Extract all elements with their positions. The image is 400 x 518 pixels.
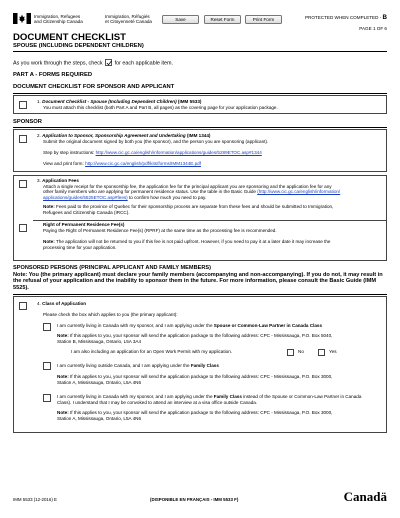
item-1-checkbox[interactable] [19,101,27,109]
option-text: instead of the Spouse or Common-Law Partner in Canada [241,394,362,399]
option-family-class-inside-checkbox[interactable] [43,394,51,402]
intro-after: for each applicable item. [114,60,174,67]
item-3-note-2: Refugees and Citizenship Canada (IRCC). [43,209,130,215]
reset-form-button[interactable]: Reset Form [204,15,241,24]
owp-no-label: No [298,349,304,354]
item-number: 1. [37,99,41,104]
owp-yes-label: Yes [329,349,337,354]
item-1-text: You must attach this checklist (both Part A and Part B, all pages) as the covering page for your application package. [43,105,278,110]
item-4-box [13,296,387,433]
item-2-form [43,161,201,167]
note-text: If this applies to you, your sponsor will send the application package to the following address: CPC - Mississauga, P.O. Box 3000, [70,410,333,415]
page-number: PAGE 1 OF 6 [359,26,387,31]
item-2-box [13,129,387,172]
note-text: If this applies to you, your sponsor will send the application package to the following address: CPC - Mississauga, P.O. Box 3000, [70,374,333,379]
item-4-instruction: Please check the box which applies to you (the primary applicant): [43,312,178,317]
department-line: et Citoyenneté Canada [105,19,152,25]
item-title: Application Fees [42,178,79,183]
form-code: IMM 5533 (12-2016) E [13,497,57,502]
item-code: (IMM 5533) [177,99,202,104]
note-label: Note: [43,204,55,209]
department-line: Immigration, Refugees [34,14,81,19]
item-number: 2. [37,133,41,138]
option-text: I am currently living in Canada with my sponsor, and I am applying under the [57,323,214,328]
divider [13,51,387,52]
item-3-box [13,175,387,261]
fees-link-cont[interactable]: applications/guides/5525ETOC.asp#fees) [43,194,128,200]
owp-yes-checkbox[interactable] [318,349,325,356]
item-title: Document Checklist - Spouse (Including Dependent Children) [42,99,177,104]
option-3-note-2: Station A, Mississauga, Ontario, L5A 4N6 [57,415,142,421]
doc-checklist-heading: DOCUMENT CHECKLIST FOR SPONSOR AND APPLICANT [13,84,175,90]
form-link[interactable]: http://www.cic.gc.ca/english/pdf/kits/forms/IMM1344E.pdf [85,161,201,166]
department-name-fr [105,14,152,25]
option-class: Spouse or Common-Law Partner in Canada Class [213,323,323,328]
option-class: Family Class [190,363,219,368]
option-in-canada-class-checkbox[interactable] [43,323,51,331]
option-class: Family Class [213,394,242,399]
item-number: 4. [37,301,41,306]
steps-link[interactable]: http://www.cic.gc.ca/english/information/applications/guides/5289ETOC.asp#1344 [95,150,262,155]
option-1-label [57,323,322,329]
option-1-note-2: Station B, Mississauga, Ontario, L5A 3A4 [57,338,142,344]
owp-no-checkbox[interactable] [287,349,294,356]
option-2-note-2: Station A, Mississauga, Ontario, L5A 4N6 [57,379,142,385]
option-3-label-2: Class). I understand that I may be convoked to attend an interview at a visa office outside Canada. [57,399,258,405]
item-title: Application to Sponsor, Sponsorship Agreement and Undertaking [42,133,186,138]
item-2-steps [43,150,262,156]
intro-before: As you work through the steps, check [13,60,103,67]
item-2-checkbox[interactable] [19,135,27,143]
item-number: 3. [37,178,41,183]
print-form-button[interactable]: Print Form [245,15,282,24]
item-3-checkbox[interactable] [19,180,27,188]
item-3-text: other family members who are applying for permanent residence status. Use the table in the Basic Guide [43,189,256,194]
item-1-title [37,99,201,105]
item-1-box [13,95,387,114]
note-label: Note: [57,374,69,379]
canada-flag-icon [13,13,31,24]
item-3b-checkbox[interactable] [19,224,27,232]
item-title: Right of Permanent Residence Fee(s) [43,222,125,227]
sponsor-heading: SPONSOR [13,119,42,125]
protected-text: PROTECTED WHEN COMPLETED - [304,15,383,20]
page-subtitle: SPOUSE (INCLUDING DEPENDENT CHILDREN) [13,43,144,49]
item-3b-note-2: processing time for your application. [43,244,117,250]
item-3-text-1: Attach a single receipt for the sponsorship fee, the application fee for the principal applicant you are sponsoring and the application fee for any [43,183,332,189]
item-4-checkbox[interactable] [19,302,27,310]
part-a-heading: PART A - FORMS REQUIRED [13,72,93,78]
divider [13,294,387,295]
french-availability: (DISPONIBLE EN FRANÇAIS - IMM 5533 F) [150,497,239,502]
steps-label: Step by step instructions: [43,150,95,155]
note-text: The application will not be returned to you if this fee is not paid upfront. However, if you need to pay it at a later date it may increase the [55,239,331,244]
item-3b-title [43,222,124,228]
divider [13,93,387,94]
fees-link[interactable]: (http://www.cic.gc.ca/english/information/ [257,189,341,194]
intro-text [13,59,173,67]
divider [13,127,387,128]
item-3b-text: Paying the Right of Permanent Residence Fee(s) (RPRF) at the same time as the processing fee is recommended. [43,228,277,233]
item-3-text: to confirm how much you need to pay. [128,194,207,200]
sponsored-note: Note: You (the primary applicant) must declare your family members (accompanying and non-accompanying). If you do not, it may result in the refusal of your application and the inability to sponsor them in the future. For more information, please consult the Basic Guide (IMM 5525). [13,272,383,291]
note-text: Fees paid to the province of Quebec for their sponsorship process are separate from these fees and should be submitted to Immigration, [56,204,334,209]
form-label: View and print form: [43,161,84,166]
item-3-text-3 [43,195,206,201]
sponsored-heading: SPONSORED PERSONS (PRINCIPAL APPLICANT AND FAMILY MEMBERS) [13,265,211,271]
option-2-label [57,363,219,369]
item-code: (IMM 1344) [186,133,211,138]
option-text: I am currently living in Canada with my sponsor, and I am applying under the [57,394,214,399]
divider [33,220,386,221]
protected-label [305,14,387,21]
note-label: Note: [57,333,69,338]
department-name-en [34,14,83,25]
save-button[interactable]: Save [162,15,199,24]
protected-letter: B [382,14,387,21]
page-title: DOCUMENT CHECKLIST [13,32,126,43]
check-mark-icon [105,59,112,66]
note-label: Note: [57,410,69,415]
option-text: I am currently living outside Canada, and I am applying under the [57,363,191,368]
department-line: Immigration, Réfugiés [105,14,150,19]
item-4-title [37,301,86,307]
item-title: Class of Application [42,301,87,306]
item-2-text: Submit the original document signed by both you (the sponsor), and the person you are sponsoring (applicant). [43,138,269,144]
canada-wordmark: Canadä [343,489,387,504]
department-line: and Citizenship Canada [34,19,83,25]
note-label: Note: [43,239,55,244]
open-work-permit-question: I am also including an application for an Open Work Permit with my application. [71,349,233,354]
note-text: If this applies to you, your sponsor will send the application package to the following address: CPC - Mississauga, P.O. Box 5040, [70,333,333,338]
option-family-class-outside-checkbox[interactable] [43,362,51,370]
